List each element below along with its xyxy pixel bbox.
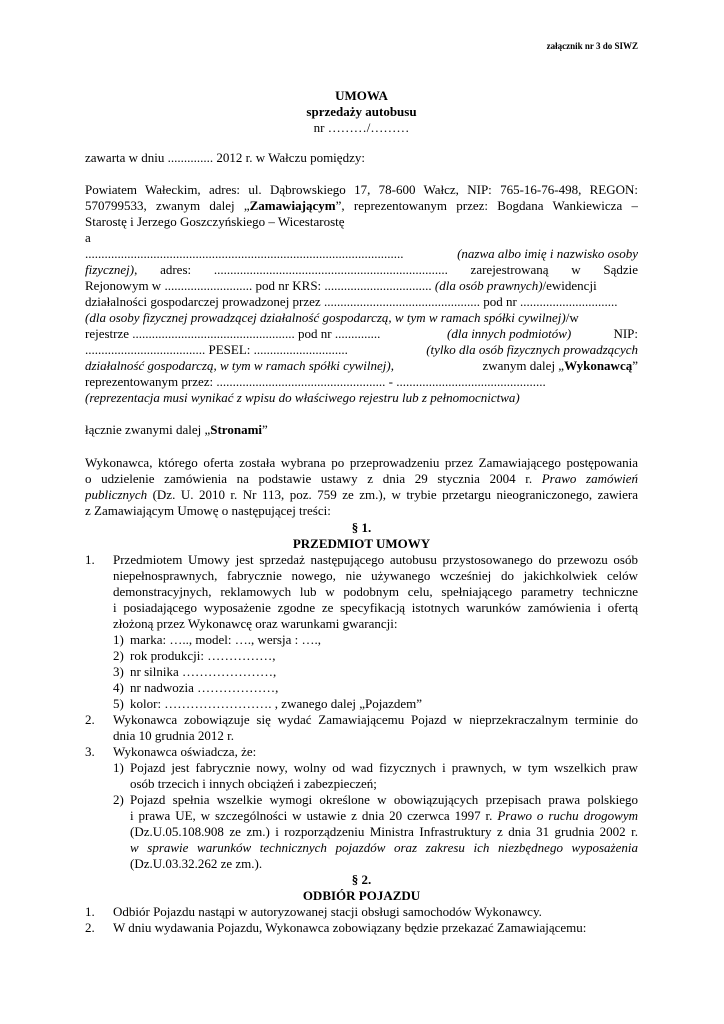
sec1-item1-line4: i posiadającego wyposażenie zgodne ze specyfikacją istotnych warunków zamówienia i ofertą <box>113 600 638 615</box>
preamble-line3-italic: publicznych <box>85 487 148 502</box>
party2-line3-text: Rejonowym w ........................... pod nr KRS: ................................. <box>85 278 432 293</box>
party2-line4: działalności gospodarczej prowadzonej przez ................................................ pod nr .............................. <box>85 294 618 309</box>
sec1-item3-sub1-number: 1) <box>113 760 124 775</box>
party2-line6 <box>85 326 638 342</box>
sec2-item1-number: 1. <box>85 904 95 919</box>
party1-line2-a: 570799533, zwanym dalej „ <box>85 198 250 213</box>
party2-line2-text: , adres: ........................................................................ zarejestrowaną w Sądzie <box>134 262 638 277</box>
sec1-item1-number: 1. <box>85 552 95 567</box>
sec1-sub5-text: kolor: ……………………. , zwanego dalej „Pojazdem” <box>130 696 423 711</box>
party2-line6-text: rejestrze .................................................. pod nr .............. <box>85 326 381 341</box>
party2-line3-hint: (dla osób prawnych) <box>434 278 543 293</box>
sec1-sub5-number: 5) <box>113 696 124 711</box>
party2-line8 <box>85 358 638 374</box>
preamble-line4: z Zamawiającym Umowę o następującej treści: <box>85 503 331 518</box>
sec1-item1-line1: Przedmiotem Umowy jest sprzedaż następującego autobusu przystosowanego do przewozu osób <box>113 552 638 567</box>
sec1-item1-line5: złożoną przez Wykonawcę oraz warunkami gwarancji: <box>113 616 398 631</box>
sec1-item3-sub2-line5: (Dz.U.03.32.262 ze zm.). <box>130 856 263 871</box>
party2-line1 <box>85 246 638 262</box>
sec1-item2-number: 2. <box>85 712 95 727</box>
party1-line2 <box>85 198 638 214</box>
party2-line8-right <box>483 358 639 374</box>
sec1-sub2-text: rok produkcji: ……………, <box>130 648 276 663</box>
sec1-item3-sub2-line2 <box>130 808 638 824</box>
sec1-item2-line1: Wykonawca zobowiązuje się wydać Zamawiającemu Pojazd w nieprzekraczalnym terminie do <box>113 712 638 727</box>
party1-line1: Powiatem Wałeckim, adres: ul. Dąbrowskiego 17, 78-600 Wałcz, NIP: 765-16-76-498, REGON: <box>85 182 638 197</box>
party2-line2 <box>85 262 638 278</box>
title-number: nr ………/……… <box>313 120 410 135</box>
party2-line8-quote: ” <box>632 358 638 373</box>
party2-line5 <box>85 310 638 326</box>
sec1-item3-sub2-line4 <box>130 840 638 856</box>
sec1-item3-sub2-line2-italic: Prawo o ruchu drogowym <box>497 808 638 823</box>
section1-title: PRZEDMIOT UMOWY <box>292 536 431 551</box>
sec1-sub4-number: 4) <box>113 680 124 695</box>
party2-line2-hint: fizycznej) <box>85 262 135 277</box>
section2-number: § 2. <box>351 872 372 887</box>
party2-line7-text: ..................................... PESEL: ............................. <box>85 342 348 357</box>
party2-line3 <box>85 278 638 294</box>
parties-joint-a: łącznie zwanymi dalej „ <box>85 422 211 437</box>
party2-line5-end: /w <box>565 310 579 325</box>
preamble-line2-text: o udzielenie zamówienia na podstawie ustawy z dnia 29 stycznia 2004 r. <box>85 471 533 486</box>
preamble-line3 <box>85 487 638 503</box>
section1-number: § 1. <box>351 520 372 535</box>
sec1-item3-sub2-line4-italic: w sprawie warunków technicznych pojazdów oraz zakresu ich niezbędnego wyposażenia <box>130 840 638 855</box>
party2-line9: reprezentowanym przez: .................................................... - .............................................. <box>85 374 546 389</box>
party2-line7-hint: (tylko dla osób fizycznych prowadzących <box>426 342 638 357</box>
party2-line6-nip: NIP: <box>613 326 638 341</box>
party2-name-dots: .................................................................................................. <box>85 246 404 261</box>
title-subject: sprzedaży autobusu <box>306 104 417 119</box>
party1-line3: Starostę i Jerzego Goszczyńskiego – Wicestarostę <box>85 214 345 229</box>
party2-name-hint: (nazwa albo imię i nazwisko osoby <box>457 246 638 261</box>
sec2-item2-number: 2. <box>85 920 95 935</box>
sec2-item2-text: W dniu wydawania Pojazdu, Wykonawca zobowiązany będzie przekazać Zamawiającemu: <box>113 920 587 935</box>
party2-representation-hint: (reprezentacja musi wynikać z wpisu do właściwego rejestru lub z pełnomocnictwa) <box>85 390 520 405</box>
sec1-item3-sub2-line1: Pojazd spełnia wszelkie wymogi określone w obowiązujących przepisach prawa polskiego <box>130 792 638 807</box>
party2-line8-hint: działalność gospodarczą, w tym w ramach spółki cywilnej), <box>85 358 394 373</box>
sec1-item2-line2: dnia 10 grudnia 2012 r. <box>113 728 234 743</box>
sec1-item1-line2: niepełnosprawnych, fabrycznie nowego, nie używanego wcześniej do jakichkolwiek celów <box>113 568 638 583</box>
parties-joint-c: ” <box>262 422 268 437</box>
sec1-item3-sub2-line2-text: i prawa UE, w szczególności w ustawie z dnia 20 czerwca 1997 r. <box>130 808 493 823</box>
party2-wykonawca: Wykonawcą <box>564 358 633 373</box>
party2-line3-end: /ewidencji <box>542 278 597 293</box>
party2-line6-hint: (dla innych podmiotów) <box>447 326 572 341</box>
preamble-line3-text: (Dz. U. 2010 r. Nr 113, poz. 759 ze zm.), w trybie przetargu nieograniczonego, zawiera <box>152 487 638 502</box>
parties-joint-strony: Stronami <box>210 422 263 437</box>
sec1-sub1-text: marka: ….., model: …., wersja : …., <box>130 632 321 647</box>
sec1-item1-line3: demonstracyjnych, reklamowych lub w podobnym celu, spełniającego parametry techniczne <box>113 584 638 599</box>
sec1-item3-sub2-number: 2) <box>113 792 124 807</box>
sec1-sub3-text: nr silnika …………………, <box>130 664 277 679</box>
sec1-item3-sub2-line3: (Dz.U.05.108.908 ze zm.) i rozporządzeniu Ministra Infrastruktury z dnia 31 grudnia 2002 r. <box>130 824 638 839</box>
party2-line10 <box>85 390 638 406</box>
party2-line7 <box>85 342 638 358</box>
sec1-item3-number: 3. <box>85 744 95 759</box>
sec2-item1-text: Odbiór Pojazdu nastąpi w autoryzowanej stacji obsługi samochodów Wykonawcy. <box>113 904 542 919</box>
title-umowa: UMOWA <box>335 88 388 103</box>
party2-line8-text: zwanym dalej „ <box>482 358 565 373</box>
party-conjunction: a <box>85 230 91 245</box>
sec1-item3-sub1-line1: Pojazd jest fabrycznie nowy, wolny od wad fizycznych i prawnych, w tym wszelkich praw <box>130 760 638 775</box>
sec1-sub1-number: 1) <box>113 632 124 647</box>
section2-title: ODBIÓR POJAZDU <box>302 888 421 903</box>
attachment-note: załącznik nr 3 do SIWZ <box>546 41 638 51</box>
sec1-item3-sub1-line2: osób trzecich i innych obciążeń i zabezpieczeń; <box>130 776 377 791</box>
preamble-line1: Wykonawca, którego oferta została wybrana po przeprowadzeniu przez Zamawiającego postępowania <box>85 455 638 470</box>
preamble-line2-italic: Prawo zamówień <box>541 471 638 486</box>
sec1-sub4-text: nr nadwozia ………………, <box>130 680 279 695</box>
sec1-sub3-number: 3) <box>113 664 124 679</box>
sec1-sub2-number: 2) <box>113 648 124 663</box>
sec1-item3-text: Wykonawca oświadcza, że: <box>113 744 257 759</box>
party1-line2-c: ”, reprezentowanym przez: Bogdana Wankiewicza – <box>335 198 638 213</box>
party2-line5-hint: (dla osoby fizycznej prowadzącej działalność gospodarczą, w tym w ramach spółki cywilnej) <box>85 310 566 325</box>
party1-zamawiajacy: Zamawiającym <box>249 198 336 213</box>
intro-line: zawarta w dniu .............. 2012 r. w Wałczu pomiędzy: <box>85 150 365 165</box>
parties-joint-line <box>85 422 638 438</box>
preamble-line2 <box>85 471 638 487</box>
